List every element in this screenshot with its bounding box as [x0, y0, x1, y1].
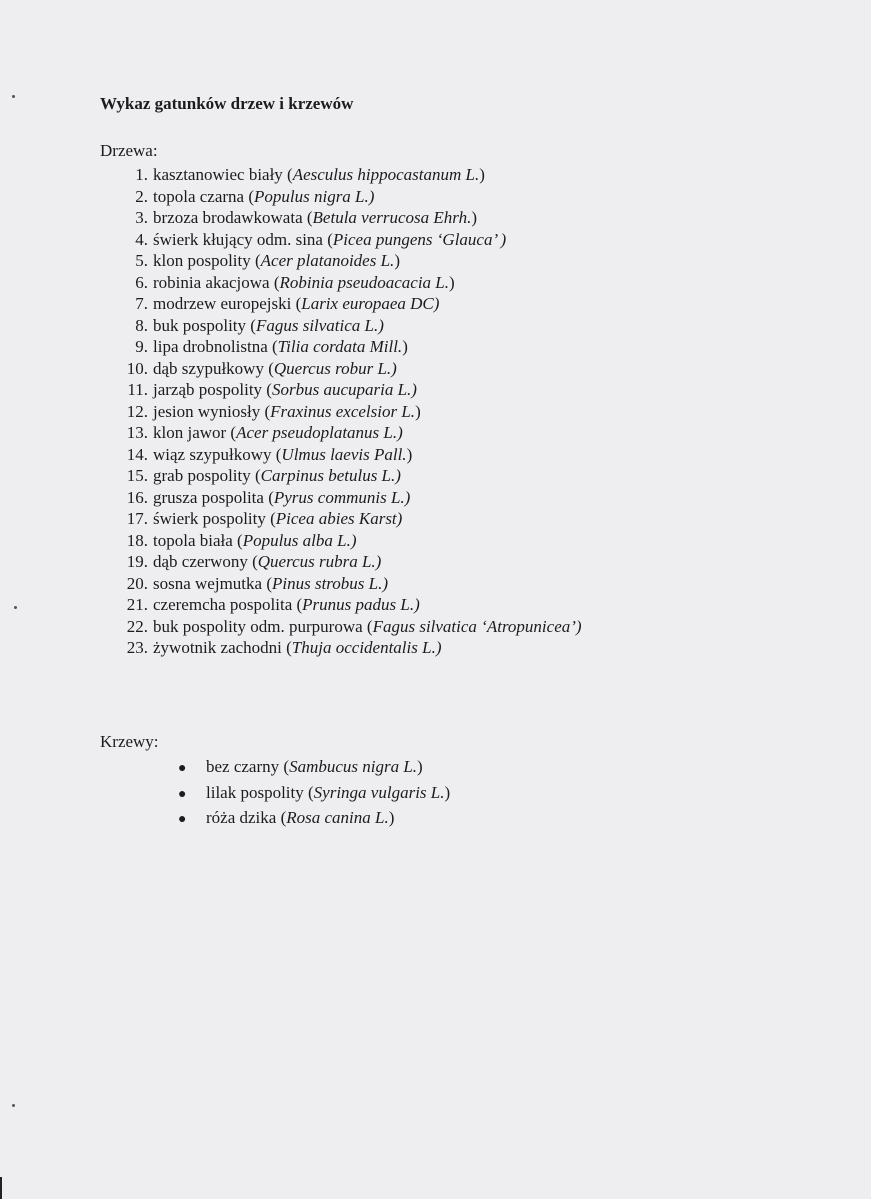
item-number: 22. [126, 616, 148, 636]
item-number: 8. [135, 315, 148, 335]
closing-paren: ) [406, 444, 413, 464]
common-name: jesion wyniosły ( [153, 401, 271, 421]
closing-paren: ) [449, 272, 455, 292]
tree-item [100, 573, 582, 595]
tree-item [100, 530, 582, 552]
tree-item [100, 508, 582, 530]
common-name: lilak pospolity ( [206, 782, 314, 802]
item-number: 20. [126, 573, 148, 593]
latin-name: Betula verrucosa Ehrh. [312, 208, 472, 227]
trees-heading: Drzewa: [100, 141, 158, 160]
item-number: 17. [126, 509, 148, 528]
latin-name: Syringa vulgaris L. [313, 782, 445, 802]
shrubs-list [178, 754, 450, 831]
common-name: klon jawor ( [153, 423, 237, 442]
latin-name: Acer pseudoplatanus L.) [236, 423, 403, 442]
latin-name: Prunus padus L.) [302, 595, 420, 614]
common-name: grusza pospolita ( [153, 487, 274, 507]
latin-name: Ulmus laevis Pall. [281, 444, 407, 464]
tree-item [100, 336, 582, 358]
tree-item [100, 315, 582, 337]
closing-paren: ) [479, 165, 485, 184]
common-name: świerk kłujący odm. sina ( [153, 229, 333, 249]
common-name: robinia akacjowa ( [153, 272, 280, 292]
common-name: jarząb pospolity ( [153, 380, 272, 399]
item-number: 23. [126, 638, 148, 657]
common-name: czeremcha pospolita ( [153, 595, 303, 614]
latin-name: Thuja occidentalis L.) [291, 638, 442, 657]
common-name: topola czarna ( [153, 186, 254, 206]
common-name: brzoza brodawkowata ( [153, 208, 313, 227]
common-name: żywotnik zachodni ( [153, 638, 292, 657]
tree-item [100, 422, 582, 444]
item-number: 13. [126, 423, 148, 442]
common-name: świerk pospolity ( [153, 509, 276, 528]
tree-item [100, 637, 582, 659]
tree-item [100, 465, 582, 487]
item-number: 14. [126, 444, 148, 464]
tree-item [100, 250, 582, 272]
tree-item [100, 379, 582, 401]
latin-name: Fagus silvatica L.) [255, 315, 384, 335]
tree-item [100, 207, 582, 229]
item-number: 16. [126, 487, 148, 507]
latin-name: Larix europaea DC) [301, 294, 440, 313]
tree-item [100, 444, 582, 466]
scan-edge-mark [0, 1177, 2, 1199]
item-number: 21. [126, 595, 148, 614]
common-name: klon pospolity ( [153, 251, 261, 270]
item-number: 12. [126, 401, 148, 421]
item-number: 19. [126, 552, 148, 571]
latin-name: Populus nigra L.) [254, 186, 375, 206]
item-number: 3. [135, 208, 148, 227]
bullet-icon: ● [178, 812, 187, 827]
closing-paren: ) [415, 401, 421, 421]
latin-name: Pyrus communis L.) [273, 487, 411, 507]
closing-paren: ) [402, 337, 408, 356]
tree-item [100, 594, 582, 616]
tree-item [100, 487, 582, 509]
latin-name: Rosa canina L. [286, 808, 389, 827]
common-name: kasztanowiec biały ( [153, 165, 293, 184]
tree-item [100, 186, 582, 208]
common-name: sosna wejmutka ( [153, 573, 272, 593]
tree-item [100, 229, 582, 251]
latin-name: Populus alba L.) [242, 530, 357, 550]
common-name: dąb czerwony ( [153, 552, 258, 571]
latin-name: Sambucus nigra L. [289, 757, 418, 776]
bullet-icon: ● [178, 786, 187, 802]
latin-name: Picea pungens ‘Glauca’ ) [332, 229, 507, 249]
shrubs-heading: Krzewy: [100, 732, 159, 751]
shrub-item [178, 805, 450, 831]
tree-item [100, 272, 582, 294]
latin-name: Robinia pseudoacacia L. [279, 272, 450, 292]
document-title: Wykaz gatunków drzew i krzewów [100, 94, 354, 113]
shrub-item [178, 780, 450, 806]
item-number: 11. [127, 380, 148, 399]
scan-speck [12, 95, 15, 98]
latin-name: Picea abies Karst) [275, 509, 403, 528]
common-name: grab pospolity ( [153, 466, 261, 485]
latin-name: Aesculus hippocastanum L. [292, 165, 480, 184]
closing-paren: ) [444, 782, 451, 802]
tree-item [100, 164, 582, 186]
scan-speck [14, 606, 17, 609]
latin-name: Pinus strobus L.) [271, 573, 389, 593]
latin-name: Quercus rubra L.) [257, 552, 382, 571]
closing-paren: ) [417, 757, 423, 776]
item-number: 18. [126, 530, 148, 550]
common-name: róża dzika ( [206, 808, 287, 827]
tree-item [100, 293, 582, 315]
common-name: topola biała ( [153, 530, 243, 550]
item-number: 6. [135, 272, 148, 292]
bullet-icon: ● [178, 761, 187, 776]
common-name: modrzew europejski ( [153, 294, 302, 313]
tree-item [100, 401, 582, 423]
closing-paren: ) [471, 208, 478, 227]
latin-name: Fagus silvatica ‘Atropunicea’) [372, 616, 582, 636]
tree-item [100, 358, 582, 380]
shrub-item [178, 754, 450, 780]
tree-item [100, 551, 582, 573]
scan-speck [12, 1104, 15, 1107]
latin-name: Sorbus aucuparia L.) [271, 380, 417, 399]
item-number: 7. [135, 294, 148, 313]
item-number: 1. [135, 165, 148, 184]
common-name: buk pospolity ( [153, 315, 256, 335]
latin-name: Acer platanoides L. [260, 251, 395, 270]
common-name: dąb szypułkowy ( [153, 358, 274, 378]
common-name: bez czarny ( [206, 757, 290, 776]
common-name: lipa drobnolistna ( [153, 337, 278, 356]
item-number: 5. [135, 251, 148, 270]
latin-name: Fraxinus excelsior L. [270, 401, 416, 421]
item-number: 9. [135, 337, 148, 356]
tree-item [100, 616, 582, 638]
item-number: 10. [126, 358, 148, 378]
common-name: buk pospolity odm. purpurowa ( [153, 616, 373, 636]
common-name: wiąz szypułkowy ( [153, 444, 282, 464]
item-number: 4. [135, 229, 148, 249]
closing-paren: ) [388, 808, 395, 827]
item-number: 2. [135, 186, 148, 206]
latin-name: Carpinus betulus L.) [260, 466, 401, 485]
trees-list [100, 164, 582, 659]
latin-name: Tilia cordata Mill. [277, 337, 403, 356]
item-number: 15. [126, 466, 148, 485]
closing-paren: ) [394, 251, 400, 270]
latin-name: Quercus robur L.) [273, 358, 397, 378]
